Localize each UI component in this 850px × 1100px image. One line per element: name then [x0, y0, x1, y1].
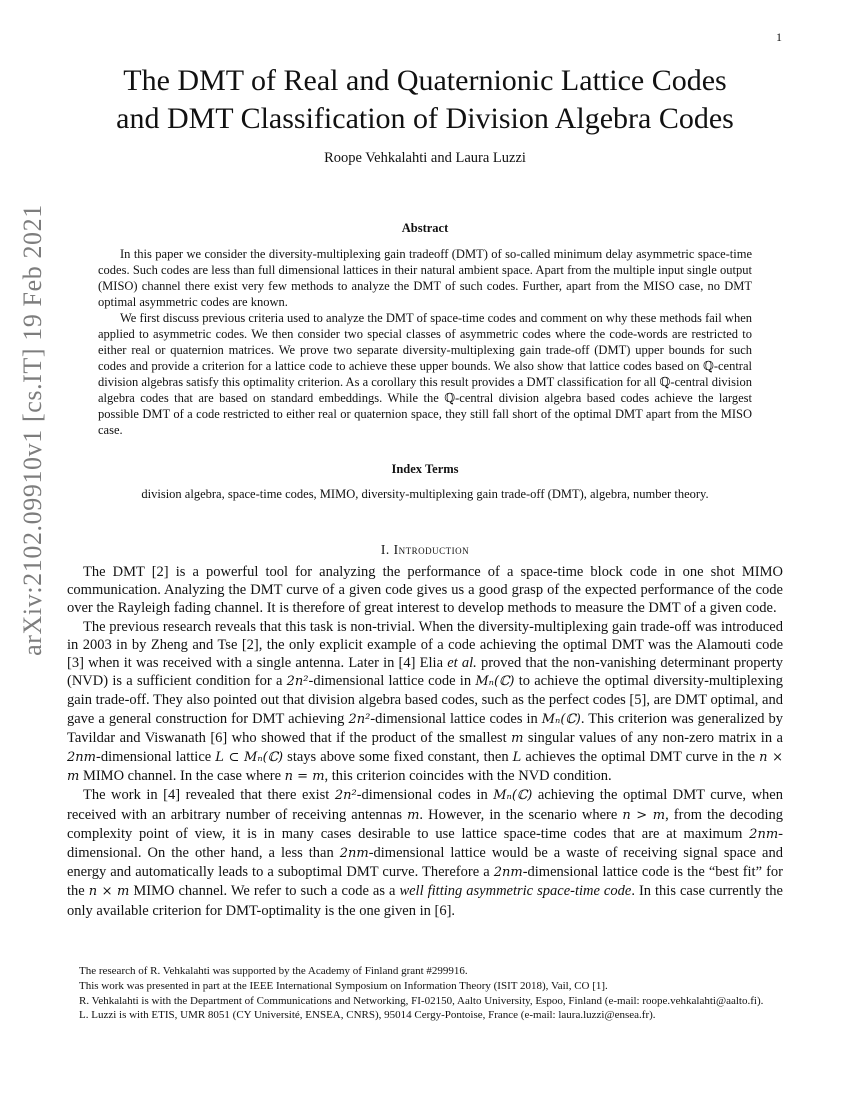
- footnote-1: The research of R. Vehkalahti was supported by the Academy of Finland grant #299916.: [79, 965, 468, 977]
- abstract-heading: Abstract: [401, 221, 449, 235]
- introduction-body: [67, 563, 783, 920]
- title-line-1: The DMT of Real and Quaternionic Lattice Codes: [123, 64, 727, 97]
- math-m: m: [511, 730, 524, 746]
- math-2n2: 2n²: [286, 674, 309, 690]
- index-terms: division algebra, space-time codes, MIMO, diversity-multiplexing gain trade-off (DMT), algebra, number theory.: [141, 487, 709, 501]
- math-L: L: [512, 750, 522, 766]
- emphasis-term: well fitting asymmetric space-time code: [399, 883, 632, 900]
- math-nxm: n × m: [88, 884, 130, 900]
- abstract-paragraph-2: We first discuss previous criteria used to analyze the DMT of space-time codes and comment on why these methods fail when applied to asymmetric codes. We then consider two special classes of asymmetric codes where the code-words are restricted to either real or quaternion matrices. We prove two separate diversity-multiplexing gain trade-off (DMT) upper bounds for such codes and provide a criterion for a lattice code to achieve these upper bounds. We also show that lattice codes based on ℚ-central division algebras satisfy this optimality criterion. As a corollary this result provides a DMT classification for all ℚ-central division algebra codes that are based on standard embeddings. While the ℚ-central division algebra based codes achieve the largest possible DMT of a code restricted to either real or quaternion space, they still fall short of the optimal DMT apart from the MISO case.: [98, 311, 752, 437]
- arxiv-stamp-text: arXiv:2102.09910v1 [cs.IT] 19 Feb 2021: [18, 204, 47, 656]
- paper-title: [60, 62, 790, 138]
- abstract-paragraph-1: In this paper we consider the diversity-multiplexing gain tradeoff (DMT) of so-called minimum delay asymmetric space-time codes. Such codes are less than full dimensional lattices in their natural ambient space. Apart from the multiple input single output (MISO) channel there exist very few methods to analyze the DMT of such codes. Further, apart from the MISO case, no DMT optimal asymmetric codes are known.: [98, 247, 752, 309]
- authors: Roope Vehkalahti and Laura Luzzi: [324, 150, 526, 166]
- math-MnC: Mₙ(ℂ): [541, 711, 581, 727]
- math-2n2: 2n²: [334, 788, 357, 804]
- abstract: [98, 246, 752, 438]
- math-nxm: n × m: [67, 750, 783, 785]
- section-numeral: I.: [380, 542, 390, 557]
- math-m: m: [407, 807, 420, 823]
- math-n-eq-m: n = m: [284, 769, 325, 785]
- math-2nm: 2nm: [749, 826, 779, 842]
- math-n-gt-m: n > m: [622, 807, 666, 823]
- math-2nm: 2nm: [339, 846, 369, 862]
- math-2n2: 2n²: [348, 711, 371, 727]
- footnote-3: R. Vehkalahti is with the Department of Communications and Networking, FI-02150, Aalto University, Espoo, Finland (e-mail: roope.vehkalahti@aalto.fi).: [79, 994, 764, 1007]
- page-number: 1: [776, 30, 782, 44]
- math-MnC: Mₙ(ℂ): [475, 674, 515, 690]
- et-al: et al.: [447, 655, 477, 672]
- intro-paragraph-2: The previous research reveals that this task is non-trivial. When the diversity-multiplexing gain trade-off was introduced in 2003 in by Zheng and Tse [2], the only explicit example of a code achieving the optimal DMT was the Alamouti code [3] when it was received with a single antenna. Later in [4] Elia et al. proved that the non-vanishing determinant property (NVD) is a sufficient condition for a 2n²-dimensional lattice code in Mₙ(ℂ) to achieve the optimal diversity-multiplexing gain trade-off. They also pointed out that division algebra based codes, such as the perfect codes [5], are DMT optimal, and gave a general construction for DMT achieving 2n²-dimensional lattice codes in Mₙ(ℂ). This criterion was generalized by Tavildar and Viswanath [6] who showed that if the product of the smallest m singular values of any non-zero matrix in a 2nm-dimensional lattice L ⊂ Mₙ(ℂ) stays above some fixed constant, then L achieves the optimal DMT curve in the n × m MIMO channel. In the case where n = m, this criterion coincides with the NVD condition.: [67, 618, 784, 785]
- intro-paragraph-3: The work in [4] revealed that there exist 2n²-dimensional codes in Mₙ(ℂ) achieving the optimal DMT curve, when received with an arbitrary number of receiving antennas m. However, in the scenario where n > m, from the decoding complexity point of view, it is in many cases desirable to use lattice space-time codes that are at maximum 2nm-dimensional. On the other hand, a less than 2nm-dimensional lattice would be a waste of receiving signal space and energy and automatically leads to a suboptimal DMT curve. Therefore a 2nm-dimensional lattice code is the “best fit” for the n × m MIMO channel. We refer to such a code as a well fitting asymmetric space-time code. In this case currently the only available criterion for DMT-optimality is the one given in [6].: [67, 787, 783, 919]
- title-line-2: and DMT Classification of Division Algebra Codes: [116, 102, 734, 135]
- arxiv-stamp: [8, 120, 58, 740]
- index-terms-heading: Index Terms: [391, 462, 459, 476]
- section-heading: [0, 542, 850, 558]
- math-2nm: 2nm: [493, 865, 523, 881]
- section-title: Introduction: [393, 542, 470, 557]
- math-2nm: 2nm: [67, 750, 96, 766]
- intro-paragraph-1: The DMT [2] is a powerful tool for analyzing the performance of a space-time block code in one shot MIMO communication. Analyzing the DMT curve of a given code gives us a good grasp of the expected performance of the code over the Rayleigh fading channel. It is therefore of great interest to develop methods to measure the DMT of a given code.: [67, 564, 783, 617]
- math-lattice: L ⊂ Mₙ(ℂ): [215, 750, 284, 766]
- footnote-2: This work was presented in part at the IEEE International Symposium on Information Theory (ISIT 2018), Vail, CO [1].: [79, 979, 608, 992]
- math-MnC: Mₙ(ℂ): [493, 788, 533, 804]
- footnotes: [67, 964, 783, 1023]
- footnote-4: L. Luzzi is with ETIS, UMR 8051 (CY Université, ENSEA, CNRS), 95014 Cergy-Pontoise, France (e-mail: laura.luzzi@ensea.fr).: [79, 1009, 656, 1022]
